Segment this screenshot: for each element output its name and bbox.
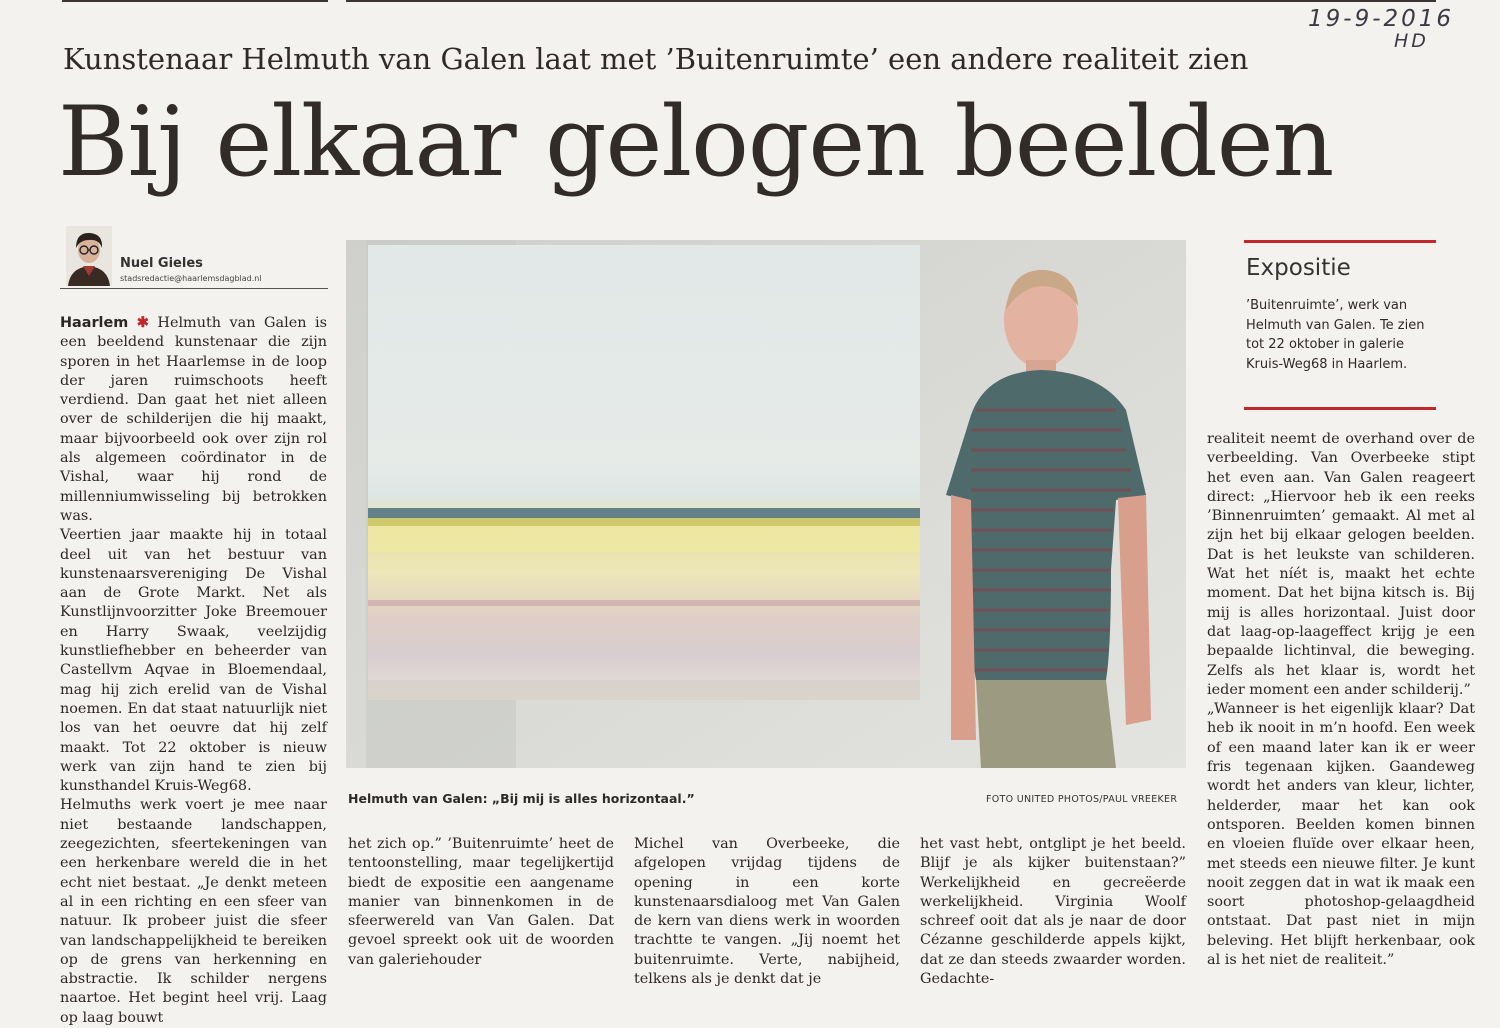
photo-credit: FOTO UNITED PHOTOS/PAUL VREEKER [986, 794, 1178, 805]
author-email: stadsredactie@haarlemsdagblad.nl [120, 274, 262, 283]
column-3 [634, 835, 900, 989]
dateline: Haarlem [60, 315, 129, 331]
expositie-body: ’Buitenruimte’, werk van Helmuth van Galen. Te zien tot 22 oktober in galerie Kruis-Weg68 in Haarlem. [1246, 298, 1425, 372]
column-4 [920, 835, 1186, 989]
asterisk-icon: ✱ [136, 314, 149, 331]
column-2 [348, 835, 614, 970]
photo-caption: Helmuth van Galen: „Bij mij is alles horizontaal.” [348, 791, 695, 806]
paragraph: het vast hebt, ontglipt je het beeld. Blijf je als kijker buitenstaan?” Werkelijkheid en gecreëerde werkelijkheid. Virginia Woolf schreef ooit dat als je naar de door Cézanne geschilderde appels kijkt, dat ze dan steeds zwaarder worden. Gedachte- [920, 836, 1186, 988]
column-5 [1207, 430, 1475, 970]
paragraph: „Wanneer is het eigenlijk klaar? Dat heb ik nooit in m’n hoofd. Een week of een maand later kan ik er weer fris tegenaan kijken. Gaandeweg wordt het anders van kleur, lichter, helderder, maar het kan ook ontsporen. Beelden komen binnen en vloeien fluïde over elkaar heen, met steeds een nieuwe filter. Je kunt nooit zeggen dat in wat ik maak een soort photoshop-gelaagdheid ontstaat. Dat past niet in mijn beleving. Het blijft herkenbaar, ook al is het niet de realiteit.” [1207, 701, 1475, 969]
main-photo [346, 240, 1186, 768]
paragraph: Michel van Overbeeke, die afgelopen vrijdag tijdens de opening in een korte kunstenaarsdialoog met Van Galen de kern van diens werk in woorden trachtte te vangen. „Jij noemt het buitenruimte. Verte, nabijheid, telkens als je denkt dat je [634, 836, 900, 988]
author-photo [66, 226, 112, 286]
column-1 [60, 313, 327, 1028]
expositie-box [1244, 240, 1436, 410]
top-rule-left [62, 0, 328, 2]
paragraph: Veertien jaar maakte hij in totaal deel uit van het bestuur van kunstenaarsvereniging De Vishal aan de Grote Markt. Net als Kunstlijnvoorzitter Joke Breemouer en Harry Swaak, veelzijdig kunstliefhebber en beheerder van Castellvm Aqvae in Bloemendaal, mag hij zich erelid van de Vishal noemen. En dat staat natuurlijk niet los van het oeuvre dat hij zelf maakt. Tot 22 oktober is nieuw werk van zijn hand te zien bij kunsthandel Kruis-Weg68. [60, 527, 327, 795]
headline: Bij elkaar gelogen beelden [58, 86, 1334, 198]
subheadline: Kunstenaar Helmuth van Galen laat met ’Buitenruimte’ een andere realiteit zien [63, 42, 1249, 76]
expositie-title: Expositie [1246, 255, 1351, 281]
paragraph: Helmuths werk voert je mee naar niet bestaande landschappen, zeegezichten, sfeertekeningen van een herkenbare wereld die in het echt niet bestaat. „Je denkt meteen al in een richting en een sfeer van natuur. Ik probeer juist die sfeer van landschappelijkheid te bereiken op de grens van herkenning en abstractie. Ik schilder nergens naartoe. Het begint heel vrij. Laag op laag bouwt [60, 797, 327, 1026]
paragraph [60, 313, 327, 526]
author-name: Nuel Gieles [120, 256, 203, 271]
paragraph-text: Helmuth van Galen is een beeldend kunstenaar die zijn sporen in het Haarlemse in de loop der jaren ruimschoots heeft verdiend. Dan gaat het niet alleen over de schilderijen die hij maakt, maar bijvoorbeeld ook over zijn rol als algemeen coördinator in de Vishal, waar hij rond de millenniumwisseling bij betrokken was. [60, 315, 328, 524]
handwritten-date: 19-9-2016 [1308, 6, 1455, 32]
paragraph: realiteit neemt de overhand over de verbeelding. Van Overbeeke stipt het even aan. Van Galen reageert direct: „Hiervoor heb ik een reeks ’Binnenruimten’ gemaakt. Al met al zijn het bij elkaar gelogen beelden. Dat is het leukste van schilderen. Wat het níét is, maakt het echte moment. Dat het bijna kitsch is. Bij mij is alles horizontaal. Juist door dat laag-op-laageffect krijg je een bepaalde lichtinval, die beweging. Zelfs als het klaar is, wordt het ieder moment een ander schilderij.” [1207, 431, 1475, 698]
byline [60, 226, 328, 289]
handwritten-paper: HD [1394, 30, 1429, 52]
top-rule-right [346, 0, 1436, 2]
paragraph: het zich op.” ’Buitenruimte’ heet de tentoonstelling, maar tegelijkertijd biedt de expositie een aangename manier van binnenkomen in de sfeerwereld van Van Galen. Dat gevoel spreekt ook uit de woorden van galeriehouder [348, 836, 614, 968]
